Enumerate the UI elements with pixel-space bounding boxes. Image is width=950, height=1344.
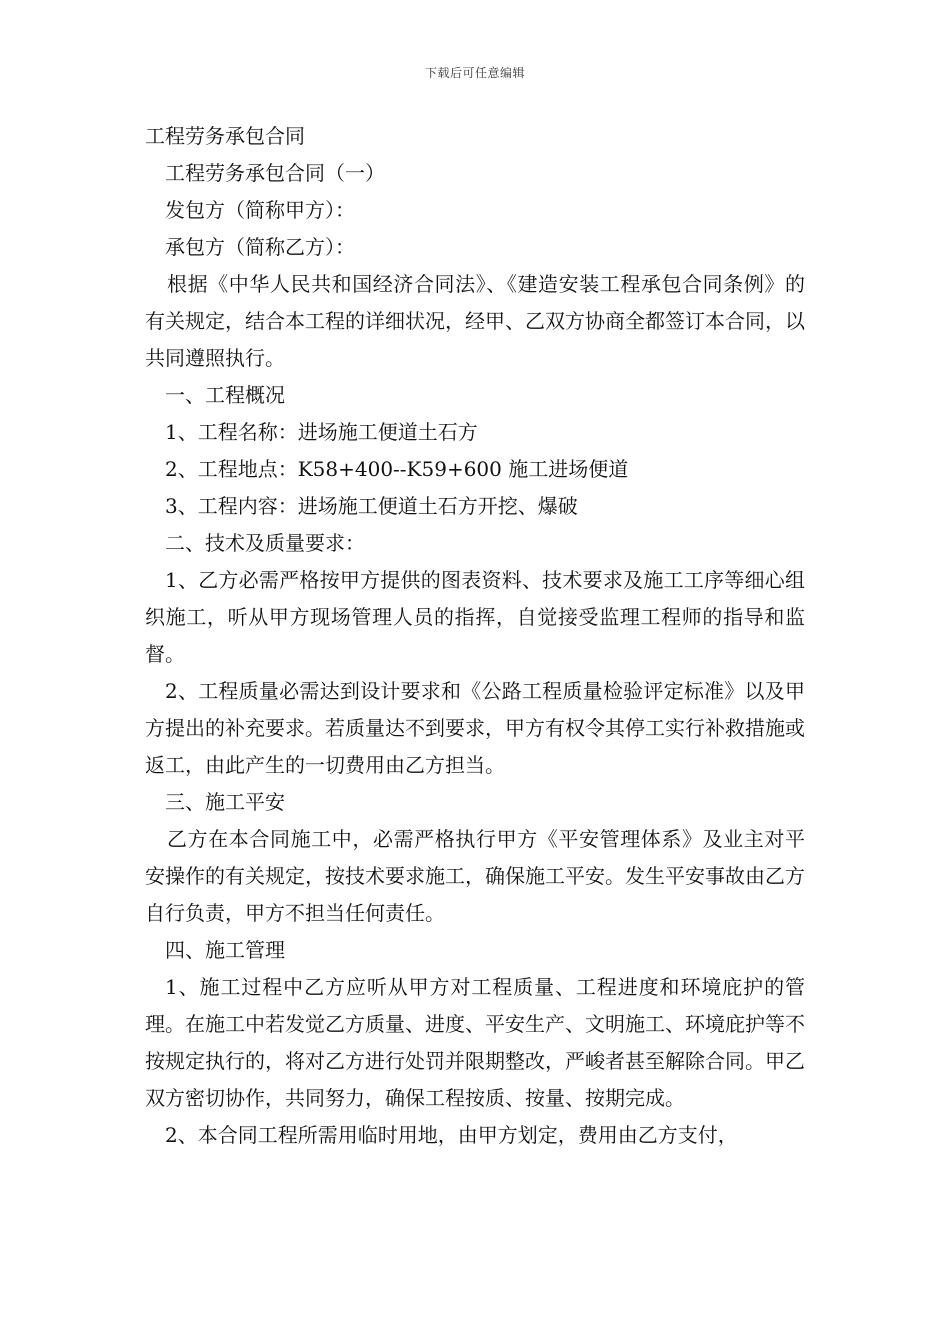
paragraph: 承包方（简称乙方）： (165, 235, 355, 259)
paragraph: 发包方（简称甲方）： (165, 198, 355, 222)
paragraph: 1、工程名称：进场施工便道土石方 (165, 420, 478, 444)
paragraph: 一、工程概况 (165, 383, 285, 407)
document-title: 工程劳务承包合同 (145, 124, 305, 148)
paragraph: 二、技术及质量要求： (165, 531, 365, 555)
document-body (145, 118, 805, 1154)
paragraph: 2、工程地点：K58+400--K59+600 施工进场便道 (165, 457, 629, 481)
paragraph: 三、施工平安 (165, 790, 285, 814)
paragraph: 四、施工管理 (165, 938, 285, 962)
paragraph: 2、本合同工程所需用临时用地，由甲方划定，费用由乙方支付， (165, 1123, 738, 1147)
paragraph: 3、工程内容：进场施工便道土石方开挖、爆破 (165, 494, 578, 518)
paragraph: 1、乙方必需严格按甲方提供的图表资料、技术要求及施工工序等细心组织施工，听从甲方现场管理人员的指挥，自觉接受监理工程师的指导和监督。 (145, 568, 805, 666)
paragraph: 工程劳务承包合同（一） (165, 161, 385, 185)
paragraph: 乙方在本合同施工中，必需严格执行甲方《平安管理体系》及业主对平安操作的有关规定，按技术要求施工，确保施工平安。发生平安事故由乙方自行负责，甲方不担当任何责任。 (145, 827, 805, 925)
paragraph: 根据《中华人民共和国经济合同法》、《建造安装工程承包合同条例》的有关规定，结合本工程的详细状况，经甲、乙双方协商全都签订本合同，以共同遵照执行。 (145, 272, 805, 370)
paragraph-list (145, 155, 805, 1154)
page-header: 下载后可任意编辑 (424, 66, 525, 80)
paragraph: 2、工程质量必需达到设计要求和《公路工程质量检验评定标准》以及甲方提出的补充要求。若质量达不到要求，甲方有权令其停工实行补救措施或返工，由此产生的一切费用由乙方担当。 (145, 679, 805, 777)
paragraph: 1、施工过程中乙方应听从甲方对工程质量、工程进度和环境庇护的管理。在施工中若发觉乙方质量、进度、平安生产、文明施工、环境庇护等不按规定执行的，将对乙方进行处罚并限期整改，严峻者甚至解除合同。甲乙双方密切协作，共同努力，确保工程按质、按量、按期完成。 (145, 975, 805, 1110)
